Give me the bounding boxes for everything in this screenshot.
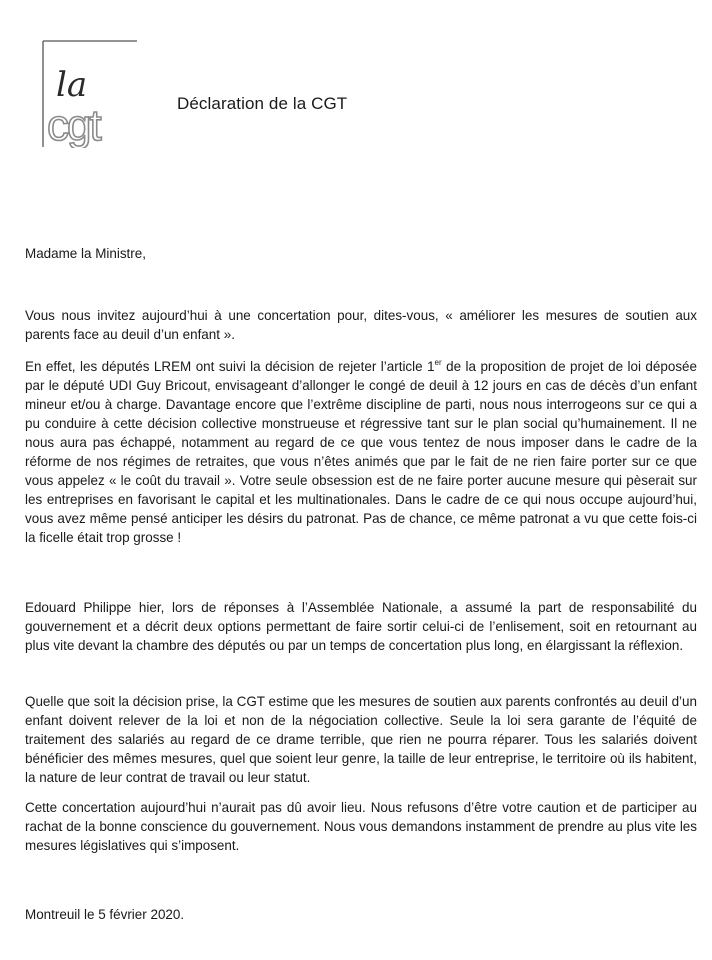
cgt-logo: [42, 40, 138, 148]
logo-line1: la: [56, 65, 88, 105]
paragraph-5: Cette concertation aujourd’hui n’aurait pas dû avoir lieu. Nous refusons d’être votre caution et de participer au rachat de la bonne conscience du gouvernement. Nous vous demandons instamment de prendre au plus vite les mesures législatives qui s’imposent.: [25, 800, 697, 853]
logo-line2: cgt: [47, 101, 100, 148]
signoff-date: Montreuil le 5 février 2020.: [25, 907, 185, 922]
page-title: Déclaration de la CGT: [177, 94, 348, 113]
salutation: Madame la Ministre,: [25, 246, 146, 261]
paragraph-3: Edouard Philippe hier, lors de réponses à l’Assemblée Nationale, a assumé la part de responsabilité du gouvernement et a décrit deux options permettant de faire sortir celui-ci de l’enlisement, soit en retournant au plus vite devant la chambre des députés ou par un temps de concertation plus long, en élargissant la réflexion.: [25, 600, 697, 653]
paragraph-1: Vous nous invitez aujourd’hui à une concertation pour, dites-vous, « améliorer les mesures de soutien aux parents face au deuil d’un enfant ».: [25, 308, 697, 342]
ordinal-superscript: er: [434, 357, 442, 367]
paragraph-2-rest: de la proposition de projet de loi déposée par le député UDI Guy Bricout, envisageant d’allonger le congé de deuil à 12 jours en cas de décès d’un enfant mineur et/ou à charge. Davantage encore que l’extrême discipline de parti, nous nous interrogeons sur ce qui a pu conduire à cette décision collective monstrueuse et régressive tant sur le plan social qu’humainement. Il ne nous aura pas échappé, notamment au regard de ce que vous tentez de nous imposer dans le cadre de la réforme de nos régimes de retraites, que vous n’êtes animés que par le fait de ne rien faire porter sur ce que vous appelez « le coût du travail ». Votre seule obsession est de ne faire porter aucune mesure qui pèserait sur les entreprises en favorisant le capital et les multinationales. Dans le cadre de ce qui nous occupe aujourd’hui, vous avez même pensé anticiper les désirs du patronat. Pas de chance, ce même patronat a vu que cette fois-ci la ficelle était trop grosse !: [25, 359, 697, 545]
cgt-logo-mark: [42, 40, 138, 148]
paragraph-2: [25, 357, 697, 547]
paragraph-4: Quelle que soit la décision prise, la CGT estime que les mesures de soutien aux parents confrontés au deuil d’un enfant doivent relever de la loi et non de la négociation collective. Seule la loi sera garante de l’équité de traitement des salariés au regard de ce drame terrible, que rien ne pourra réparer. Tous les salariés doivent bénéficier des mêmes mesures, quel que soient leur genre, la taille de leur entreprise, le territoire où ils habitent, la nature de leur contrat de travail ou leur statut.: [25, 694, 697, 785]
paragraph-2-start: En effet, les députés LREM ont suivi la décision de rejeter l’article 1: [25, 359, 435, 374]
